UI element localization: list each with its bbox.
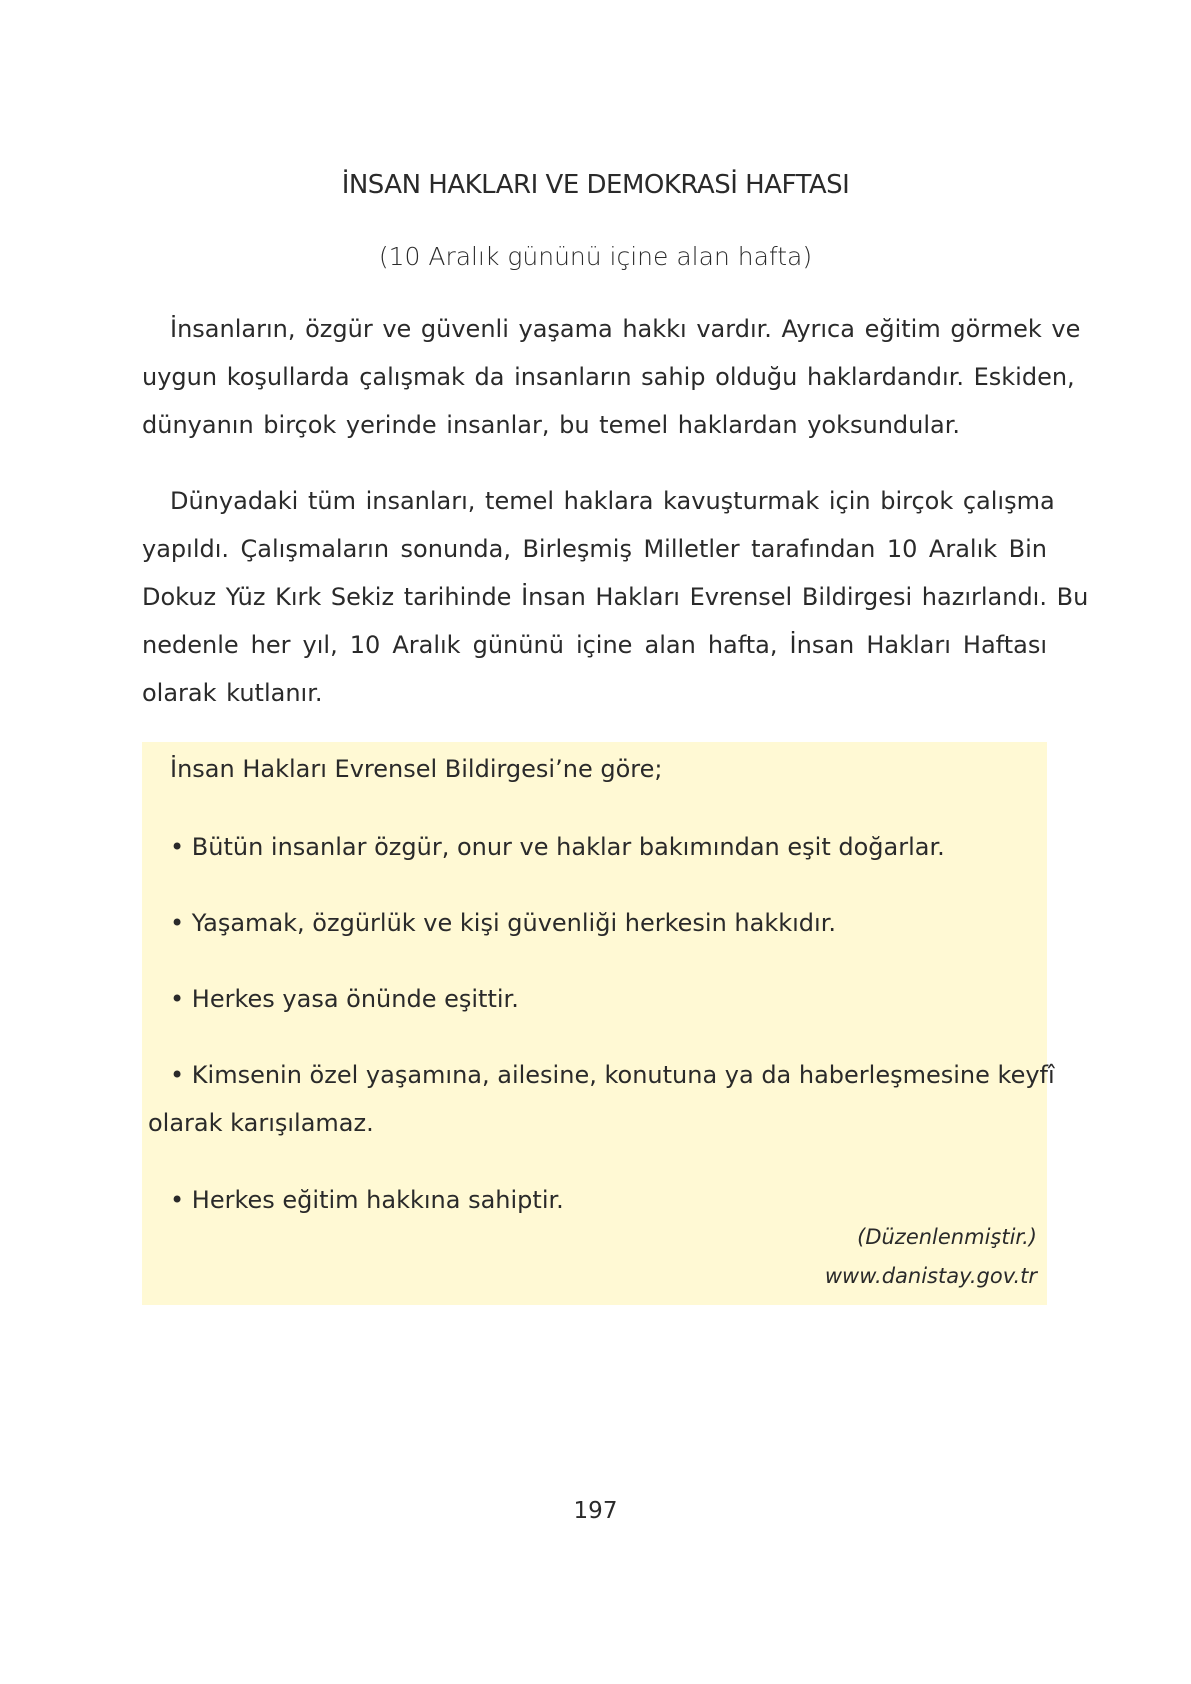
edited-note: (Düzenlenmiştir.) — [857, 1225, 1037, 1249]
page-subtitle: (10 Aralık gününü içine alan hafta) — [378, 242, 813, 271]
declaration-box — [142, 742, 1055, 1305]
list-item-continuation: olarak karışılamaz. — [148, 1109, 374, 1137]
text-line: İnsanların, özgür ve güvenli yaşama hakkı vardır. Ayrıca eğitim görmek ve — [170, 315, 1081, 343]
page-number: 197 — [573, 1498, 618, 1524]
source-link: www.danistay.gov.tr — [824, 1264, 1037, 1288]
page-title: İNSAN HAKLARI VE DEMOKRASİ HAFTASI — [341, 170, 850, 200]
list-item: • Kimsenin özel yaşamına, ailesine, konutuna ya da haberleşmesine keyfî — [170, 1061, 1055, 1089]
list-item: • Herkes yasa önünde eşittir. — [170, 985, 519, 1013]
text-line: nedenle her yıl, 10 Aralık gününü içine alan hafta, İnsan Hakları Haftası — [142, 631, 1047, 659]
list-item: • Bütün insanlar özgür, onur ve haklar bakımından eşit doğarlar. — [170, 833, 945, 861]
list-item: • Yaşamak, özgürlük ve kişi güvenliği herkesin hakkıdır. — [170, 909, 836, 937]
box-intro: İnsan Hakları Evrensel Bildirgesi’ne göre; — [170, 755, 663, 783]
text-line: Dokuz Yüz Kırk Sekiz tarihinde İnsan Hakları Evrensel Bildirgesi hazırlandı. Bu — [142, 583, 1089, 611]
list-item: • Herkes eğitim hakkına sahiptir. — [170, 1186, 564, 1214]
text-line: olarak kutlanır. — [142, 679, 323, 707]
text-line: dünyanın birçok yerinde insanlar, bu temel haklardan yoksundular. — [142, 411, 961, 439]
text-line: uygun koşullarda çalışmak da insanların sahip olduğu haklardandır. Eskiden, — [142, 363, 1075, 391]
text-line: Dünyadaki tüm insanları, temel haklara kavuşturmak için birçok çalışma — [170, 487, 1055, 515]
text-line: yapıldı. Çalışmaların sonunda, Birleşmiş Milletler tarafından 10 Aralık Bin — [142, 535, 1047, 563]
